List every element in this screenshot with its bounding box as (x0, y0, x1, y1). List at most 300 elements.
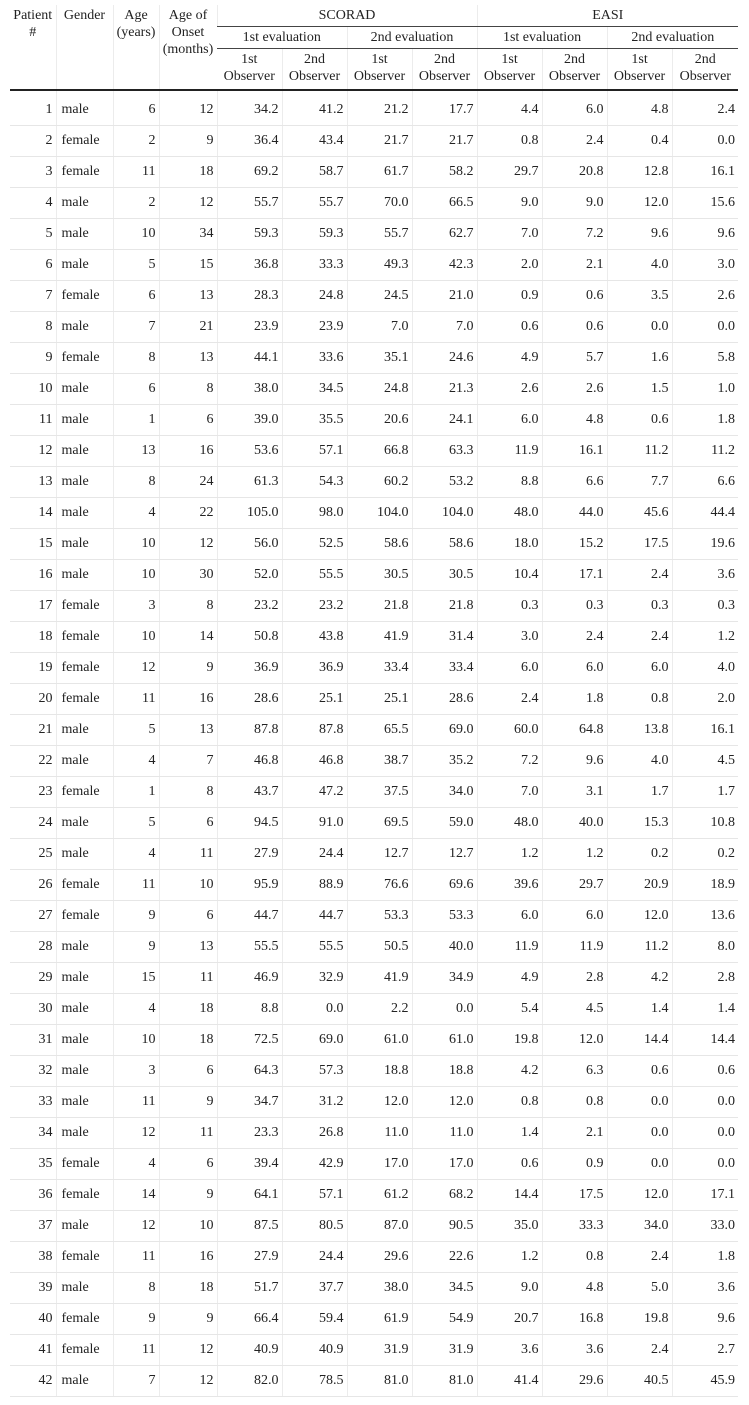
cell-gender: male (56, 1366, 113, 1397)
cell-gender: male (56, 1025, 113, 1056)
table-row (10, 157, 738, 188)
cell-easi-eval1-obs2: 2.8 (542, 963, 607, 994)
cell-easi-eval1-obs1: 0.9 (477, 281, 542, 312)
cell-scorad-eval2-obs2: 34.5 (412, 1273, 477, 1304)
cell-easi-eval2-obs2: 3.0 (672, 250, 738, 281)
cell-easi-eval1-obs2: 29.6 (542, 1366, 607, 1397)
cell-onset: 9 (159, 1304, 217, 1335)
cell-easi-eval1-obs2: 1.2 (542, 839, 607, 870)
cell-scorad-eval2-obs2: 104.0 (412, 498, 477, 529)
cell-easi-eval1-obs1: 18.0 (477, 529, 542, 560)
table-row (10, 963, 738, 994)
cell-age: 8 (113, 1273, 159, 1304)
cell-easi-eval1-obs1: 5.4 (477, 994, 542, 1025)
cell-scorad-eval1-obs1: 51.7 (217, 1273, 282, 1304)
cell-scorad-eval2-obs2: 17.7 (412, 90, 477, 126)
cell-gender: female (56, 653, 113, 684)
cell-scorad-eval1-obs2: 34.5 (282, 374, 347, 405)
cell-easi-eval2-obs1: 1.4 (607, 994, 672, 1025)
cell-easi-eval1-obs2: 3.6 (542, 1335, 607, 1366)
cell-scorad-eval2-obs1: 66.8 (347, 436, 412, 467)
cell-easi-eval1-obs2: 0.8 (542, 1087, 607, 1118)
table-row (10, 405, 738, 436)
cell-gender: female (56, 1335, 113, 1366)
table-body (10, 90, 738, 1397)
cell-scorad-eval2-obs2: 24.6 (412, 343, 477, 374)
cell-scorad-eval2-obs2: 34.9 (412, 963, 477, 994)
cell-easi-eval2-obs2: 1.2 (672, 622, 738, 653)
cell-easi-eval1-obs2: 44.0 (542, 498, 607, 529)
cell-scorad-eval2-obs1: 61.0 (347, 1025, 412, 1056)
cell-easi-eval1-obs1: 10.4 (477, 560, 542, 591)
cell-scorad-eval1-obs2: 42.9 (282, 1149, 347, 1180)
cell-age: 12 (113, 1118, 159, 1149)
table-row (10, 1149, 738, 1180)
cell-scorad-eval1-obs2: 59.4 (282, 1304, 347, 1335)
cell-gender: male (56, 932, 113, 963)
cell-scorad-eval1-obs2: 44.7 (282, 901, 347, 932)
cell-scorad-eval2-obs1: 60.2 (347, 467, 412, 498)
cell-scorad-eval2-obs1: 81.0 (347, 1366, 412, 1397)
cell-onset: 11 (159, 1118, 217, 1149)
cell-scorad-eval1-obs2: 57.3 (282, 1056, 347, 1087)
cell-scorad-eval2-obs2: 33.4 (412, 653, 477, 684)
cell-easi-eval1-obs1: 7.2 (477, 746, 542, 777)
cell-age: 13 (113, 436, 159, 467)
cell-gender: male (56, 374, 113, 405)
cell-scorad-eval1-obs2: 41.2 (282, 90, 347, 126)
cell-easi-eval1-obs1: 11.9 (477, 436, 542, 467)
cell-easi-eval1-obs1: 48.0 (477, 498, 542, 529)
cell-gender: female (56, 870, 113, 901)
cell-easi-eval2-obs1: 0.0 (607, 1118, 672, 1149)
table-row (10, 839, 738, 870)
cell-scorad-eval1-obs1: 28.3 (217, 281, 282, 312)
table-row (10, 653, 738, 684)
cell-easi-eval2-obs2: 4.5 (672, 746, 738, 777)
cell-age: 6 (113, 90, 159, 126)
cell-easi-eval1-obs1: 9.0 (477, 1273, 542, 1304)
cell-scorad-eval2-obs1: 38.7 (347, 746, 412, 777)
cell-age: 11 (113, 1087, 159, 1118)
cell-gender: male (56, 1273, 113, 1304)
table-row (10, 312, 738, 343)
cell-easi-eval1-obs2: 11.9 (542, 932, 607, 963)
cell-scorad-eval2-obs2: 35.2 (412, 746, 477, 777)
cell-gender: male (56, 994, 113, 1025)
cell-gender: female (56, 126, 113, 157)
cell-scorad-eval1-obs1: 27.9 (217, 1242, 282, 1273)
cell-scorad-eval2-obs1: 37.5 (347, 777, 412, 808)
cell-easi-eval2-obs2: 17.1 (672, 1180, 738, 1211)
cell-patient: 18 (10, 622, 56, 653)
cell-easi-eval2-obs2: 11.2 (672, 436, 738, 467)
cell-easi-eval2-obs1: 2.4 (607, 1242, 672, 1273)
cell-patient: 11 (10, 405, 56, 436)
cell-easi-eval2-obs2: 33.0 (672, 1211, 738, 1242)
cell-scorad-eval2-obs1: 41.9 (347, 622, 412, 653)
cell-gender: male (56, 436, 113, 467)
cell-scorad-eval1-obs1: 28.6 (217, 684, 282, 715)
cell-scorad-eval1-obs1: 39.4 (217, 1149, 282, 1180)
table-row (10, 1211, 738, 1242)
cell-scorad-eval1-obs2: 40.9 (282, 1335, 347, 1366)
cell-onset: 22 (159, 498, 217, 529)
cell-patient: 37 (10, 1211, 56, 1242)
cell-easi-eval1-obs2: 6.6 (542, 467, 607, 498)
cell-age: 11 (113, 1242, 159, 1273)
cell-scorad-eval2-obs1: 30.5 (347, 560, 412, 591)
cell-scorad-eval2-obs2: 22.6 (412, 1242, 477, 1273)
cell-gender: female (56, 777, 113, 808)
cell-scorad-eval2-obs1: 20.6 (347, 405, 412, 436)
table-row (10, 1335, 738, 1366)
table-row (10, 281, 738, 312)
cell-scorad-eval1-obs2: 57.1 (282, 436, 347, 467)
cell-easi-eval2-obs1: 13.8 (607, 715, 672, 746)
cell-patient: 8 (10, 312, 56, 343)
cell-easi-eval1-obs1: 4.4 (477, 90, 542, 126)
cell-easi-eval2-obs1: 2.4 (607, 622, 672, 653)
header-gender: Gender (56, 5, 113, 90)
cell-easi-eval2-obs1: 4.0 (607, 250, 672, 281)
cell-scorad-eval2-obs1: 7.0 (347, 312, 412, 343)
cell-age: 5 (113, 250, 159, 281)
cell-easi-eval2-obs1: 9.6 (607, 219, 672, 250)
cell-easi-eval2-obs1: 19.8 (607, 1304, 672, 1335)
cell-easi-eval2-obs2: 10.8 (672, 808, 738, 839)
cell-scorad-eval2-obs2: 66.5 (412, 188, 477, 219)
cell-easi-eval1-obs1: 7.0 (477, 219, 542, 250)
cell-onset: 16 (159, 684, 217, 715)
cell-scorad-eval1-obs2: 23.9 (282, 312, 347, 343)
cell-easi-eval2-obs1: 15.3 (607, 808, 672, 839)
cell-easi-eval2-obs2: 18.9 (672, 870, 738, 901)
cell-onset: 10 (159, 1211, 217, 1242)
cell-scorad-eval2-obs2: 53.2 (412, 467, 477, 498)
cell-easi-eval2-obs1: 1.7 (607, 777, 672, 808)
cell-scorad-eval1-obs1: 23.9 (217, 312, 282, 343)
cell-scorad-eval2-obs2: 69.0 (412, 715, 477, 746)
cell-patient: 42 (10, 1366, 56, 1397)
cell-easi-eval1-obs1: 0.8 (477, 1087, 542, 1118)
cell-onset: 12 (159, 1366, 217, 1397)
cell-age: 6 (113, 281, 159, 312)
cell-patient: 23 (10, 777, 56, 808)
cell-easi-eval2-obs2: 0.2 (672, 839, 738, 870)
cell-easi-eval1-obs2: 40.0 (542, 808, 607, 839)
cell-scorad-eval2-obs1: 61.9 (347, 1304, 412, 1335)
cell-scorad-eval2-obs2: 12.7 (412, 839, 477, 870)
cell-scorad-eval1-obs2: 59.3 (282, 219, 347, 250)
cell-scorad-eval1-obs2: 87.8 (282, 715, 347, 746)
cell-scorad-eval1-obs1: 46.8 (217, 746, 282, 777)
table-row (10, 436, 738, 467)
cell-easi-eval2-obs2: 44.4 (672, 498, 738, 529)
cell-easi-eval1-obs1: 0.6 (477, 1149, 542, 1180)
table-row (10, 777, 738, 808)
cell-easi-eval2-obs2: 0.0 (672, 126, 738, 157)
cell-patient: 2 (10, 126, 56, 157)
cell-easi-eval2-obs2: 9.6 (672, 219, 738, 250)
cell-scorad-eval1-obs2: 55.5 (282, 932, 347, 963)
cell-age: 9 (113, 1304, 159, 1335)
cell-easi-eval2-obs2: 1.7 (672, 777, 738, 808)
cell-scorad-eval1-obs2: 26.8 (282, 1118, 347, 1149)
cell-scorad-eval1-obs1: 55.5 (217, 932, 282, 963)
cell-scorad-eval2-obs2: 90.5 (412, 1211, 477, 1242)
cell-easi-eval1-obs2: 15.2 (542, 529, 607, 560)
cell-patient: 21 (10, 715, 56, 746)
cell-scorad-eval2-obs1: 35.1 (347, 343, 412, 374)
cell-scorad-eval2-obs1: 21.2 (347, 90, 412, 126)
cell-onset: 11 (159, 963, 217, 994)
cell-patient: 29 (10, 963, 56, 994)
cell-scorad-eval1-obs2: 78.5 (282, 1366, 347, 1397)
cell-easi-eval1-obs1: 3.0 (477, 622, 542, 653)
cell-scorad-eval2-obs1: 33.4 (347, 653, 412, 684)
cell-age: 9 (113, 932, 159, 963)
table-header (10, 5, 738, 90)
cell-age: 5 (113, 808, 159, 839)
cell-scorad-eval1-obs2: 25.1 (282, 684, 347, 715)
table-row (10, 90, 738, 126)
cell-scorad-eval2-obs1: 104.0 (347, 498, 412, 529)
cell-onset: 30 (159, 560, 217, 591)
cell-scorad-eval1-obs2: 47.2 (282, 777, 347, 808)
cell-easi-eval2-obs1: 4.8 (607, 90, 672, 126)
cell-scorad-eval1-obs1: 52.0 (217, 560, 282, 591)
cell-easi-eval1-obs1: 6.0 (477, 405, 542, 436)
cell-easi-eval1-obs2: 4.8 (542, 1273, 607, 1304)
cell-patient: 13 (10, 467, 56, 498)
cell-patient: 28 (10, 932, 56, 963)
cell-easi-eval1-obs2: 3.1 (542, 777, 607, 808)
cell-scorad-eval1-obs2: 33.3 (282, 250, 347, 281)
cell-easi-eval1-obs2: 2.4 (542, 126, 607, 157)
cell-age: 4 (113, 746, 159, 777)
cell-easi-eval2-obs2: 6.6 (672, 467, 738, 498)
cell-scorad-eval1-obs1: 82.0 (217, 1366, 282, 1397)
cell-scorad-eval1-obs2: 88.9 (282, 870, 347, 901)
cell-onset: 13 (159, 932, 217, 963)
cell-patient: 33 (10, 1087, 56, 1118)
cell-scorad-eval1-obs2: 55.7 (282, 188, 347, 219)
cell-easi-eval2-obs1: 4.0 (607, 746, 672, 777)
cell-easi-eval1-obs2: 2.1 (542, 1118, 607, 1149)
cell-age: 11 (113, 870, 159, 901)
cell-onset: 8 (159, 591, 217, 622)
cell-patient: 7 (10, 281, 56, 312)
cell-easi-eval1-obs2: 9.0 (542, 188, 607, 219)
cell-scorad-eval2-obs1: 87.0 (347, 1211, 412, 1242)
cell-easi-eval2-obs2: 16.1 (672, 715, 738, 746)
cell-onset: 14 (159, 622, 217, 653)
table-row (10, 1304, 738, 1335)
cell-easi-eval2-obs1: 4.2 (607, 963, 672, 994)
cell-easi-eval1-obs2: 6.0 (542, 90, 607, 126)
cell-patient: 1 (10, 90, 56, 126)
cell-easi-eval1-obs2: 64.8 (542, 715, 607, 746)
cell-patient: 26 (10, 870, 56, 901)
cell-patient: 19 (10, 653, 56, 684)
header-observer-2: 2nd Observer (672, 49, 738, 91)
cell-easi-eval1-obs2: 2.6 (542, 374, 607, 405)
cell-age: 2 (113, 126, 159, 157)
table-row (10, 1242, 738, 1273)
cell-scorad-eval1-obs1: 36.9 (217, 653, 282, 684)
cell-scorad-eval2-obs1: 21.8 (347, 591, 412, 622)
table-row (10, 746, 738, 777)
cell-scorad-eval1-obs1: 69.2 (217, 157, 282, 188)
cell-scorad-eval2-obs1: 50.5 (347, 932, 412, 963)
table-row (10, 1056, 738, 1087)
cell-easi-eval1-obs2: 0.3 (542, 591, 607, 622)
cell-easi-eval1-obs2: 17.1 (542, 560, 607, 591)
cell-scorad-eval1-obs2: 55.5 (282, 560, 347, 591)
cell-easi-eval2-obs1: 6.0 (607, 653, 672, 684)
cell-easi-eval1-obs2: 4.8 (542, 405, 607, 436)
cell-scorad-eval2-obs1: 61.7 (347, 157, 412, 188)
cell-scorad-eval1-obs2: 54.3 (282, 467, 347, 498)
cell-age: 12 (113, 1211, 159, 1242)
cell-scorad-eval1-obs1: 34.2 (217, 90, 282, 126)
cell-scorad-eval2-obs2: 62.7 (412, 219, 477, 250)
cell-scorad-eval2-obs2: 21.3 (412, 374, 477, 405)
cell-easi-eval2-obs2: 8.0 (672, 932, 738, 963)
cell-easi-eval1-obs1: 20.7 (477, 1304, 542, 1335)
cell-scorad-eval1-obs1: 87.8 (217, 715, 282, 746)
cell-easi-eval2-obs1: 45.6 (607, 498, 672, 529)
cell-scorad-eval2-obs1: 76.6 (347, 870, 412, 901)
cell-easi-eval2-obs1: 1.6 (607, 343, 672, 374)
cell-onset: 12 (159, 188, 217, 219)
cell-easi-eval2-obs2: 13.6 (672, 901, 738, 932)
cell-age: 3 (113, 591, 159, 622)
cell-age: 7 (113, 1366, 159, 1397)
cell-easi-eval1-obs1: 4.9 (477, 343, 542, 374)
cell-easi-eval1-obs2: 16.8 (542, 1304, 607, 1335)
cell-easi-eval1-obs1: 7.0 (477, 777, 542, 808)
cell-scorad-eval2-obs1: 31.9 (347, 1335, 412, 1366)
table-row (10, 1273, 738, 1304)
cell-easi-eval2-obs2: 14.4 (672, 1025, 738, 1056)
cell-onset: 9 (159, 126, 217, 157)
cell-gender: male (56, 219, 113, 250)
cell-age: 10 (113, 1025, 159, 1056)
cell-gender: male (56, 405, 113, 436)
cell-easi-eval1-obs2: 6.3 (542, 1056, 607, 1087)
cell-easi-eval2-obs2: 1.0 (672, 374, 738, 405)
cell-easi-eval1-obs1: 6.0 (477, 901, 542, 932)
cell-scorad-eval2-obs2: 42.3 (412, 250, 477, 281)
cell-age: 4 (113, 994, 159, 1025)
table-row (10, 622, 738, 653)
cell-scorad-eval2-obs2: 28.6 (412, 684, 477, 715)
cell-easi-eval1-obs1: 1.2 (477, 839, 542, 870)
cell-gender: male (56, 808, 113, 839)
cell-scorad-eval1-obs1: 55.7 (217, 188, 282, 219)
cell-scorad-eval1-obs1: 38.0 (217, 374, 282, 405)
cell-scorad-eval2-obs2: 21.8 (412, 591, 477, 622)
cell-patient: 30 (10, 994, 56, 1025)
header-observer-2: 2nd Observer (542, 49, 607, 91)
cell-gender: male (56, 188, 113, 219)
cell-easi-eval2-obs2: 3.6 (672, 560, 738, 591)
cell-gender: male (56, 250, 113, 281)
cell-easi-eval2-obs1: 0.6 (607, 1056, 672, 1087)
cell-easi-eval1-obs1: 60.0 (477, 715, 542, 746)
cell-easi-eval1-obs1: 14.4 (477, 1180, 542, 1211)
cell-scorad-eval2-obs2: 12.0 (412, 1087, 477, 1118)
header-observer-1: 1st Observer (347, 49, 412, 91)
cell-patient: 38 (10, 1242, 56, 1273)
cell-scorad-eval1-obs2: 58.7 (282, 157, 347, 188)
cell-easi-eval2-obs2: 16.1 (672, 157, 738, 188)
cell-gender: female (56, 1149, 113, 1180)
cell-scorad-eval2-obs1: 53.3 (347, 901, 412, 932)
cell-scorad-eval2-obs1: 11.0 (347, 1118, 412, 1149)
cell-scorad-eval2-obs1: 65.5 (347, 715, 412, 746)
cell-age: 15 (113, 963, 159, 994)
cell-patient: 22 (10, 746, 56, 777)
cell-patient: 36 (10, 1180, 56, 1211)
cell-easi-eval1-obs1: 29.7 (477, 157, 542, 188)
cell-scorad-eval2-obs1: 41.9 (347, 963, 412, 994)
cell-scorad-eval1-obs2: 98.0 (282, 498, 347, 529)
cell-patient: 25 (10, 839, 56, 870)
header-observer-1: 1st Observer (477, 49, 542, 91)
cell-scorad-eval1-obs2: 31.2 (282, 1087, 347, 1118)
table-row (10, 343, 738, 374)
cell-onset: 18 (159, 1273, 217, 1304)
cell-scorad-eval1-obs1: 87.5 (217, 1211, 282, 1242)
cell-scorad-eval1-obs1: 64.1 (217, 1180, 282, 1211)
cell-scorad-eval2-obs1: 38.0 (347, 1273, 412, 1304)
cell-scorad-eval2-obs1: 61.2 (347, 1180, 412, 1211)
cell-onset: 8 (159, 777, 217, 808)
cell-patient: 35 (10, 1149, 56, 1180)
cell-scorad-eval2-obs2: 11.0 (412, 1118, 477, 1149)
cell-scorad-eval1-obs1: 23.2 (217, 591, 282, 622)
cell-scorad-eval1-obs1: 95.9 (217, 870, 282, 901)
cell-scorad-eval1-obs2: 32.9 (282, 963, 347, 994)
cell-scorad-eval2-obs2: 24.1 (412, 405, 477, 436)
cell-scorad-eval2-obs1: 18.8 (347, 1056, 412, 1087)
cell-age: 10 (113, 622, 159, 653)
cell-age: 4 (113, 1149, 159, 1180)
header-easi: EASI (477, 5, 738, 27)
cell-scorad-eval1-obs2: 57.1 (282, 1180, 347, 1211)
cell-onset: 12 (159, 1335, 217, 1366)
cell-scorad-eval1-obs2: 46.8 (282, 746, 347, 777)
cell-easi-eval2-obs1: 12.0 (607, 188, 672, 219)
patient-scores-table (10, 5, 738, 1397)
cell-gender: female (56, 591, 113, 622)
cell-easi-eval1-obs1: 35.0 (477, 1211, 542, 1242)
cell-onset: 9 (159, 1180, 217, 1211)
table-row (10, 250, 738, 281)
cell-easi-eval1-obs1: 3.6 (477, 1335, 542, 1366)
cell-easi-eval2-obs1: 11.2 (607, 436, 672, 467)
header-scorad-eval2: 2nd evaluation (347, 27, 477, 49)
cell-patient: 14 (10, 498, 56, 529)
cell-scorad-eval1-obs1: 61.3 (217, 467, 282, 498)
cell-easi-eval2-obs1: 7.7 (607, 467, 672, 498)
table-row (10, 1180, 738, 1211)
cell-easi-eval2-obs1: 0.0 (607, 1087, 672, 1118)
cell-scorad-eval2-obs2: 63.3 (412, 436, 477, 467)
